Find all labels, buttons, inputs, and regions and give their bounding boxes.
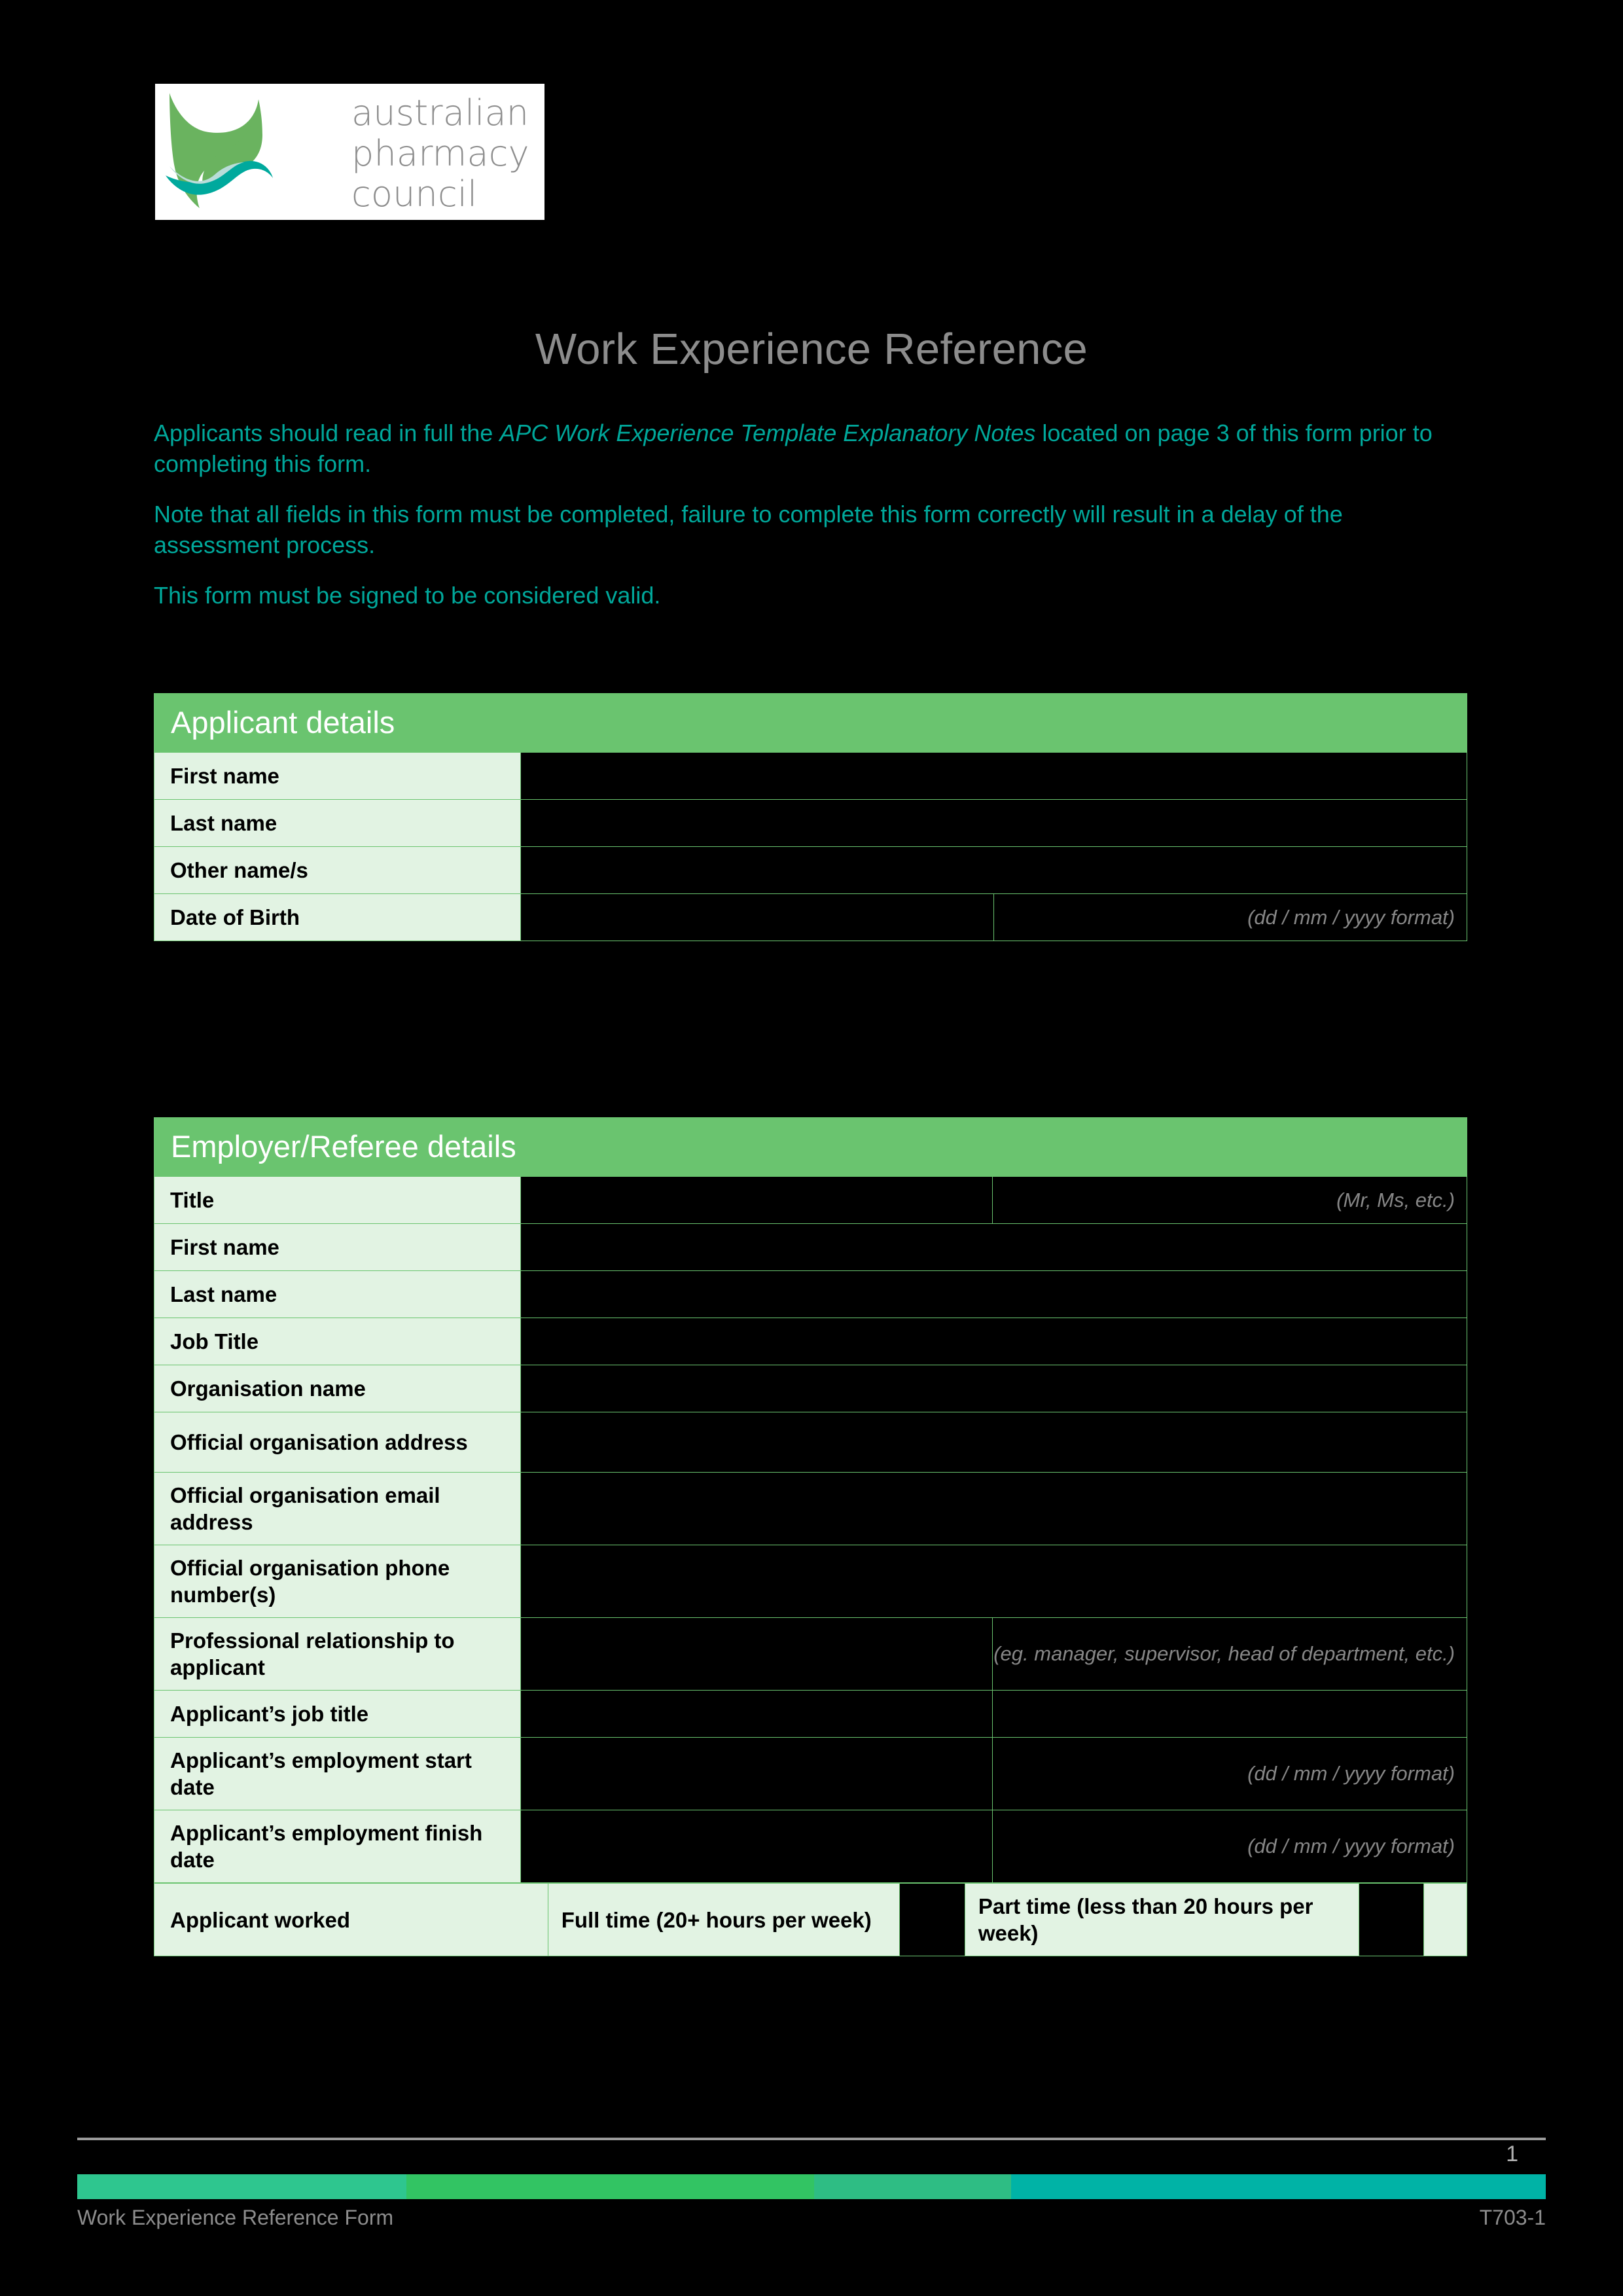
input-employment-start-date[interactable] [521, 1738, 993, 1810]
footer-bar-segment-4 [1011, 2174, 1546, 2199]
logo-block [155, 84, 544, 220]
intro-paragraph-2: Note that all fields in this form must be completed, failure to complete this form correctly will result in a delay of the assessment process. [154, 501, 1343, 558]
hint-date-of-birth: (dd / mm / yyyy format) [994, 894, 1467, 941]
table-row [154, 1271, 1467, 1318]
input-first-name[interactable] [521, 753, 1467, 800]
field-label-organisation-email: Official organisation email address [154, 1473, 521, 1545]
logo-line-3: council [351, 173, 478, 215]
page-number: 1 [1506, 2142, 1518, 2166]
input-organisation-address[interactable] [521, 1412, 1467, 1473]
option-label-full-time: Full time (20+ hours per week) [548, 1884, 899, 1956]
applicant-details-section [154, 693, 1467, 941]
table-row [154, 1810, 1467, 1883]
employer-referee-details-heading: Employer/Referee details [154, 1117, 1467, 1176]
employer-referee-details-table [154, 1176, 1467, 1883]
spacer-cell [993, 1691, 1467, 1738]
footer-form-code: T703-1 [1479, 2206, 1546, 2229]
field-label-first-name: First name [154, 753, 521, 800]
field-label-referee-job-title: Job Title [154, 1318, 521, 1365]
input-referee-first-name[interactable] [521, 1224, 1467, 1271]
table-row [154, 894, 1467, 941]
table-row [154, 1691, 1467, 1738]
field-label-applicant-worked: Applicant worked [154, 1884, 548, 1956]
input-applicant-job-title[interactable] [521, 1691, 993, 1738]
intro-paragraph-1 [154, 418, 1466, 479]
checkbox-full-time[interactable] [899, 1884, 965, 1956]
field-label-referee-title: Title [154, 1177, 521, 1224]
table-row [154, 1365, 1467, 1412]
input-organisation-name[interactable] [521, 1365, 1467, 1412]
table-row [154, 753, 1467, 800]
input-last-name[interactable] [521, 800, 1467, 847]
field-label-organisation-phone: Official organisation phone number(s) [154, 1545, 521, 1618]
hint-referee-title: (Mr, Ms, etc.) [993, 1177, 1467, 1224]
table-row [154, 1473, 1467, 1545]
footer-divider [77, 2138, 1546, 2140]
table-row [154, 800, 1467, 847]
field-label-organisation-name: Organisation name [154, 1365, 521, 1412]
input-organisation-phone[interactable] [521, 1545, 1467, 1618]
field-label-employment-start-date: Applicant’s employment start date [154, 1738, 521, 1810]
footer-text [77, 2206, 1546, 2230]
applicant-worked-table [154, 1883, 1467, 1956]
table-row [154, 847, 1467, 894]
table-row [154, 1177, 1467, 1224]
input-organisation-email[interactable] [521, 1473, 1467, 1545]
table-row [154, 1618, 1467, 1691]
applicant-details-heading: Applicant details [154, 693, 1467, 752]
hint-employment-finish-date: (dd / mm / yyyy format) [993, 1810, 1467, 1883]
applicant-details-table [154, 752, 1467, 941]
field-label-referee-last-name: Last name [154, 1271, 521, 1318]
field-label-last-name: Last name [154, 800, 521, 847]
logo-line-2: pharmacy [351, 133, 529, 174]
footer-bar-segment-1 [77, 2174, 406, 2199]
footer-bar-segment-3 [814, 2174, 1011, 2199]
intro-p1-italic: APC Work Experience Template Explanatory Notes [499, 420, 1036, 446]
input-date-of-birth[interactable] [521, 894, 994, 941]
input-referee-last-name[interactable] [521, 1271, 1467, 1318]
hint-employment-start-date: (dd / mm / yyyy format) [993, 1738, 1467, 1810]
field-label-referee-first-name: First name [154, 1224, 521, 1271]
table-row [154, 1224, 1467, 1271]
field-label-other-names: Other name/s [154, 847, 521, 894]
table-row [154, 1738, 1467, 1810]
footer-bar-segment-2 [406, 2174, 815, 2199]
apc-logo-mark-icon [160, 89, 350, 215]
option-label-part-time: Part time (less than 20 hours per week) [965, 1884, 1359, 1956]
intro-paragraph-3: This form must be signed to be considered valid. [154, 582, 661, 609]
input-employment-finish-date[interactable] [521, 1810, 993, 1883]
input-referee-job-title[interactable] [521, 1318, 1467, 1365]
input-referee-title[interactable] [521, 1177, 993, 1224]
field-label-date-of-birth: Date of Birth [154, 894, 521, 941]
field-label-applicant-job-title: Applicant’s job title [154, 1691, 521, 1738]
logo-wordmark [351, 93, 541, 215]
input-other-names[interactable] [521, 847, 1467, 894]
table-row [154, 1318, 1467, 1365]
option-row-end-spacer [1424, 1884, 1467, 1956]
field-label-employment-finish-date: Applicant’s employment finish date [154, 1810, 521, 1883]
table-row [154, 1412, 1467, 1473]
table-row [154, 1545, 1467, 1618]
page-title: Work Experience Reference [535, 325, 1088, 374]
field-label-organisation-address: Official organisation address [154, 1412, 521, 1473]
field-label-professional-relationship: Professional relationship to applicant [154, 1618, 521, 1691]
checkbox-part-time[interactable] [1359, 1884, 1424, 1956]
intro-text [154, 418, 1466, 611]
intro-p1-after: located on page 3 of this form prior to completing this form. [154, 420, 1433, 477]
table-row-applicant-worked [154, 1884, 1467, 1956]
footer-color-bar [77, 2174, 1546, 2199]
footer-form-name: Work Experience Reference Form [77, 2206, 394, 2229]
employer-referee-details-section [154, 1117, 1467, 1956]
input-professional-relationship[interactable] [521, 1618, 993, 1691]
hint-professional-relationship: (eg. manager, supervisor, head of department, etc.) [993, 1618, 1467, 1691]
intro-p1-before: Applicants should read in full the [154, 420, 500, 446]
logo-line-1: australian [351, 92, 529, 134]
